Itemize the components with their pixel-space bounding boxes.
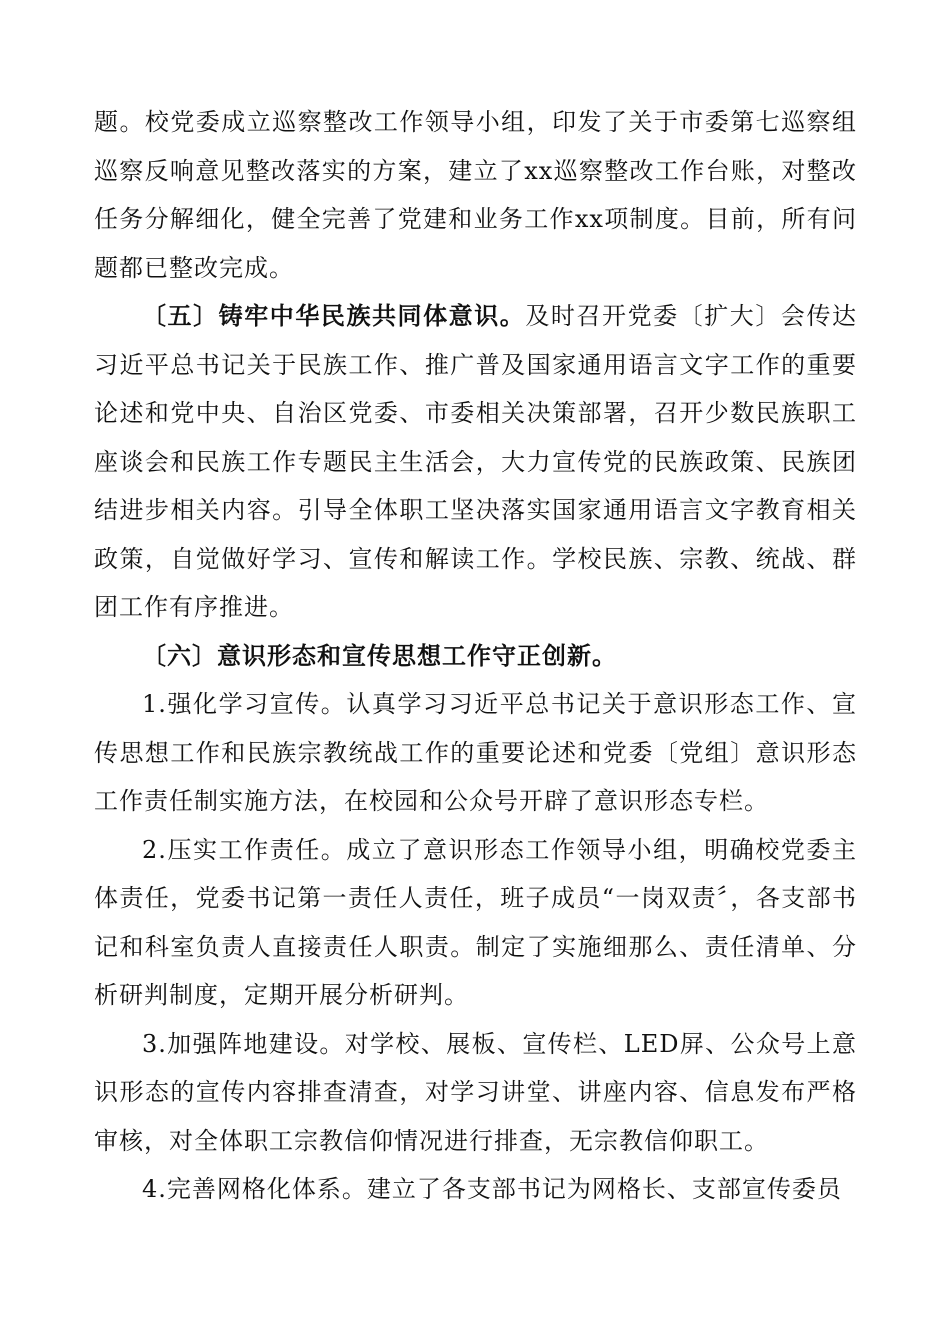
list-item-responsibility [94,826,857,1020]
document-body [94,98,857,1214]
paragraph-text: 4.完善网格化体系。建立了各支部书记为网格长、支部宣传委员 [142,1175,842,1203]
paragraph-text: 3.加强阵地建设。对学校、展板、宣传栏、LED屏、公众号上意识形态的宣传内容排查清查，对学习讲堂、讲座内容、信息发布严格审核，对全体职工宗教信仰情况进行排查，无宗教信仰职工。 [94,1029,857,1155]
section-heading-five: 〔五〕铸牢中华民族共同体意识。 [142,301,526,330]
paragraph-text: 及时召开党委〔扩大〕会传达习近平总书记关于民族工作、推广普及国家通用语言文字工作的重要论述和党中央、自治区党委、市委相关决策部署，召开少数民族职工座谈会和民族工作专题民主生活会，大力宣传党的民族政策、民族团结进步相关内容。引导全体职工坚决落实国家通用语言文字教育相关政策，自觉做好学习、宣传和解读工作。学校民族、宗教、统战、群团工作有序推进。 [94,302,858,621]
section-heading-six [94,632,857,681]
paragraph-ethnic-unity [94,292,857,632]
list-item-grid-system [94,1165,857,1214]
paragraph-text: 题。校党委成立巡察整改工作领导小组，印发了关于市委第七巡察组巡察反响意见整改落实的方案，建立了xx巡察整改工作台账，对整改任务分解细化，健全完善了党建和业务工作xx项制度。目前，所有问题都已整改完成。 [94,108,857,282]
paragraph-text: 1.强化学习宣传。认真学习习近平总书记关于意识形态工作、宣传思想工作和民族宗教统战工作的重要论述和党委〔党组〕意识形态工作责任制实施方法，在校园和公众号开辟了意识形态专栏。 [94,690,857,815]
paragraph-inspection-rectification [94,98,857,292]
list-item-position-building [94,1020,857,1166]
section-heading-six-text: 〔六〕意识形态和宣传思想工作守正创新。 [142,640,617,670]
list-item-study-publicity [94,680,857,826]
paragraph-text: 2.压实工作责任。成立了意识形态工作领导小组，明确校党委主体责任，党委书记第一责任人责任，班子成员“一岗双责〞，各支部书记和科室负责人直接责任人职责。制定了实施细那么、责任清单、分析研判制度，定期开展分析研判。 [94,835,857,1009]
